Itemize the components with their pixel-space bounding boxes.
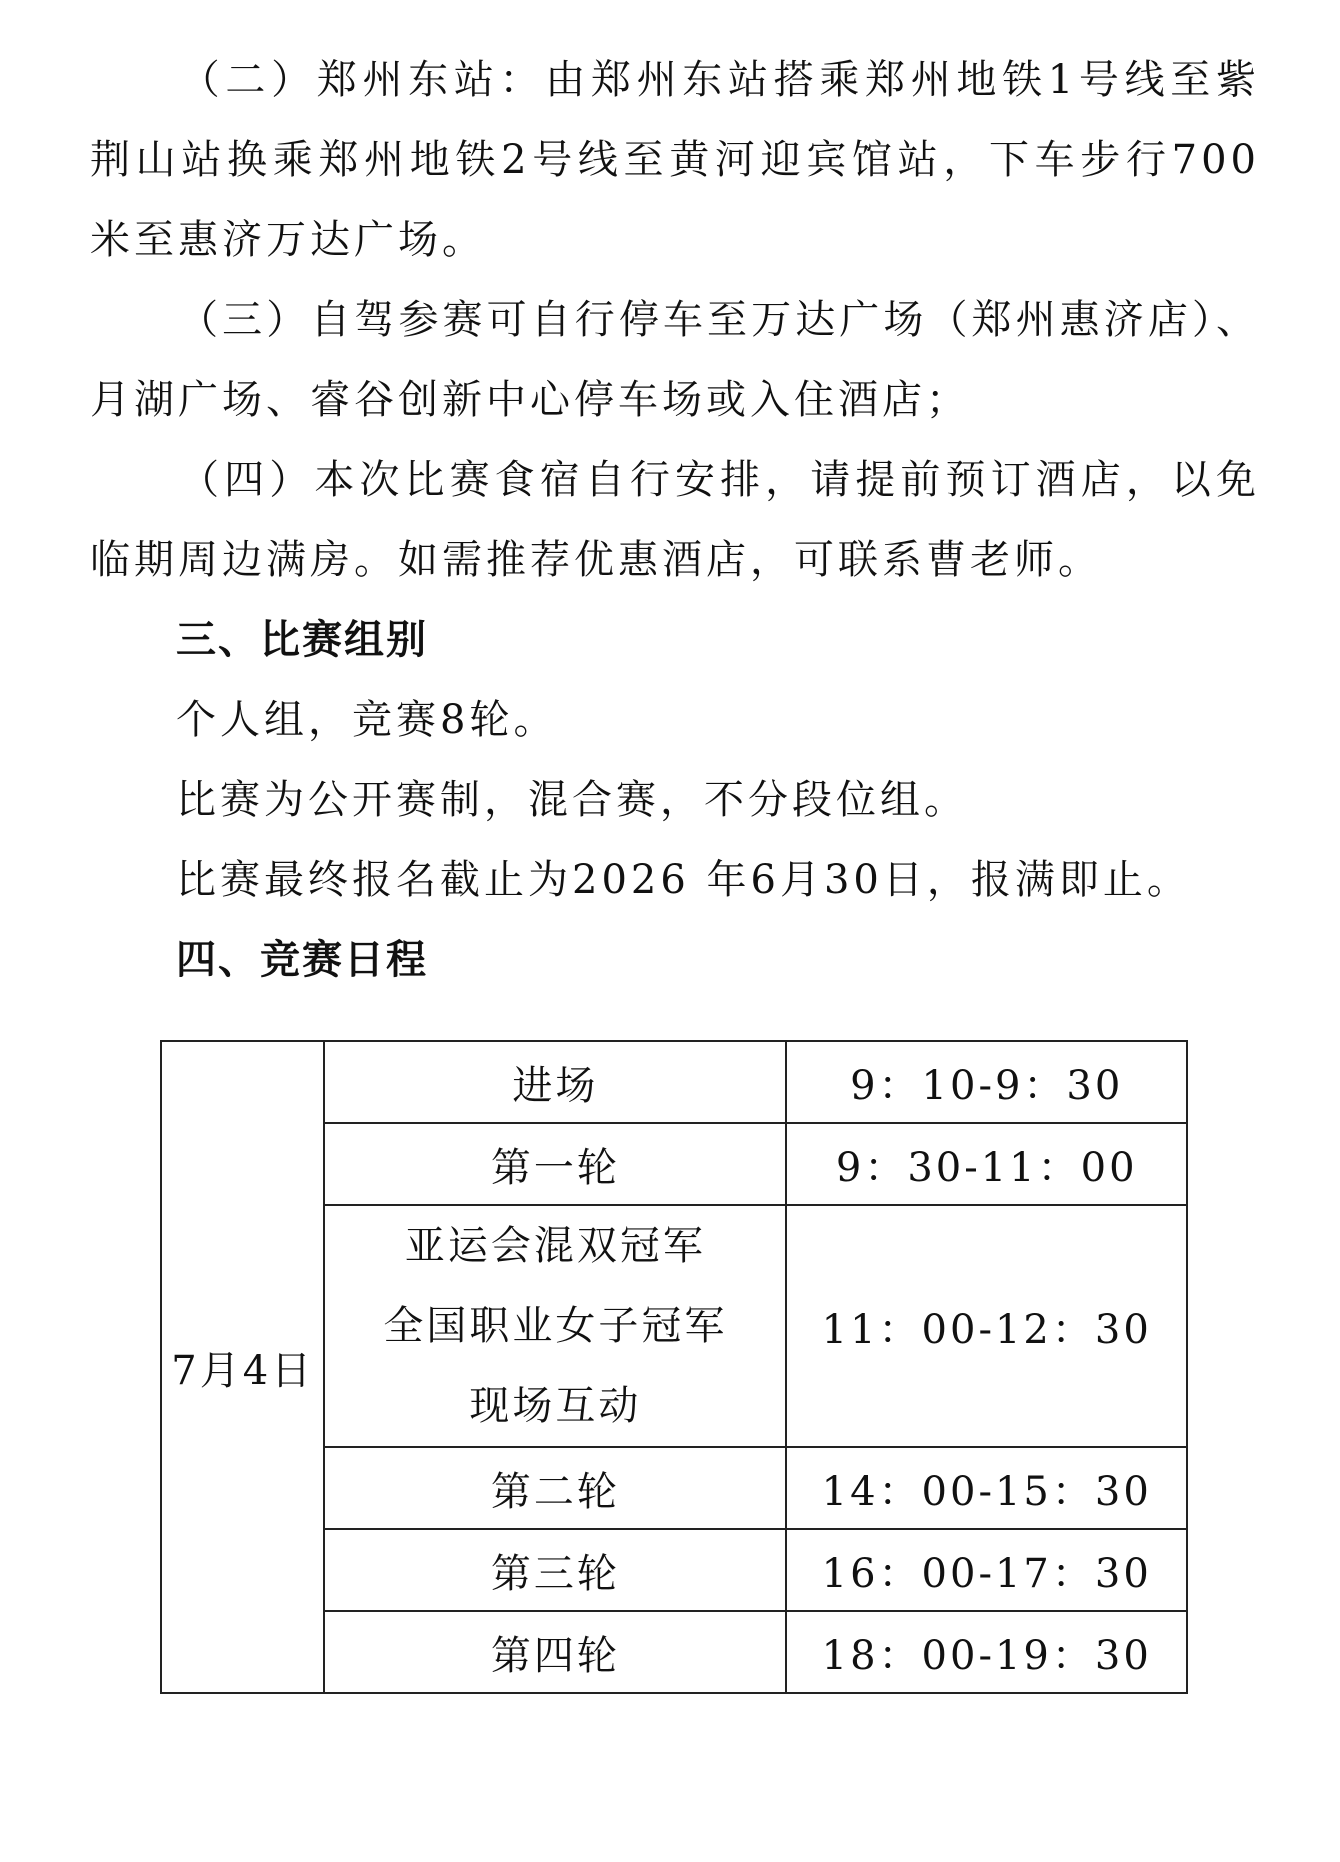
transport-item-3-text: （三）自驾参赛可自行停车至万达广场（郑州惠济店）、月湖广场、睿谷创新中心停车场或入住酒店； bbox=[90, 297, 1260, 423]
schedule-date: 7月4日 bbox=[161, 1041, 324, 1693]
schedule-time: 14：00-15：30 bbox=[786, 1447, 1187, 1529]
transport-item-3 bbox=[90, 280, 1260, 440]
transport-item-2-text: （二）郑州东站：由郑州东站搭乘郑州地铁1号线至紫荆山站换乘郑州地铁2号线至黄河迎宾馆站，下车步行700米至惠济万达广场。 bbox=[90, 57, 1260, 263]
section-3-line-2: 比赛为公开赛制，混合赛，不分段位组。 bbox=[176, 777, 968, 823]
schedule-event: 第二轮 bbox=[324, 1447, 786, 1529]
schedule-event: 第一轮 bbox=[324, 1123, 786, 1205]
table-row bbox=[161, 1041, 1187, 1123]
schedule-time: 9：30-11：00 bbox=[786, 1123, 1187, 1205]
schedule-event: 第四轮 bbox=[324, 1611, 786, 1693]
transport-item-2 bbox=[90, 40, 1260, 280]
schedule-event: 第三轮 bbox=[324, 1529, 786, 1611]
section-3-line-1: 个人组，竞赛8轮。 bbox=[176, 697, 558, 743]
schedule-table bbox=[160, 1040, 1188, 1694]
transport-item-4 bbox=[90, 440, 1260, 600]
schedule-time: 18：00-19：30 bbox=[786, 1611, 1187, 1693]
section-4-heading: 四、竞赛日程 bbox=[176, 937, 428, 983]
schedule-time: 11：00-12：30 bbox=[786, 1205, 1187, 1447]
schedule-event-line: 亚运会混双冠军 bbox=[404, 1223, 706, 1269]
schedule-time: 16：00-17：30 bbox=[786, 1529, 1187, 1611]
schedule-event-line: 全国职业女子冠军 bbox=[383, 1303, 728, 1349]
schedule-event-multiline bbox=[324, 1205, 786, 1447]
section-3-line-3: 比赛最终报名截止为2026 年6月30日，报满即止。 bbox=[176, 857, 1191, 903]
schedule-time: 9：10-9：30 bbox=[786, 1041, 1187, 1123]
transport-item-4-text: （四）本次比赛食宿自行安排，请提前预订酒店，以免临期周边满房。如需推荐优惠酒店，可联系曹老师。 bbox=[90, 457, 1260, 583]
schedule-event: 进场 bbox=[324, 1041, 786, 1123]
section-3-heading: 三、比赛组别 bbox=[176, 617, 428, 663]
schedule-event-line: 现场互动 bbox=[469, 1383, 642, 1429]
